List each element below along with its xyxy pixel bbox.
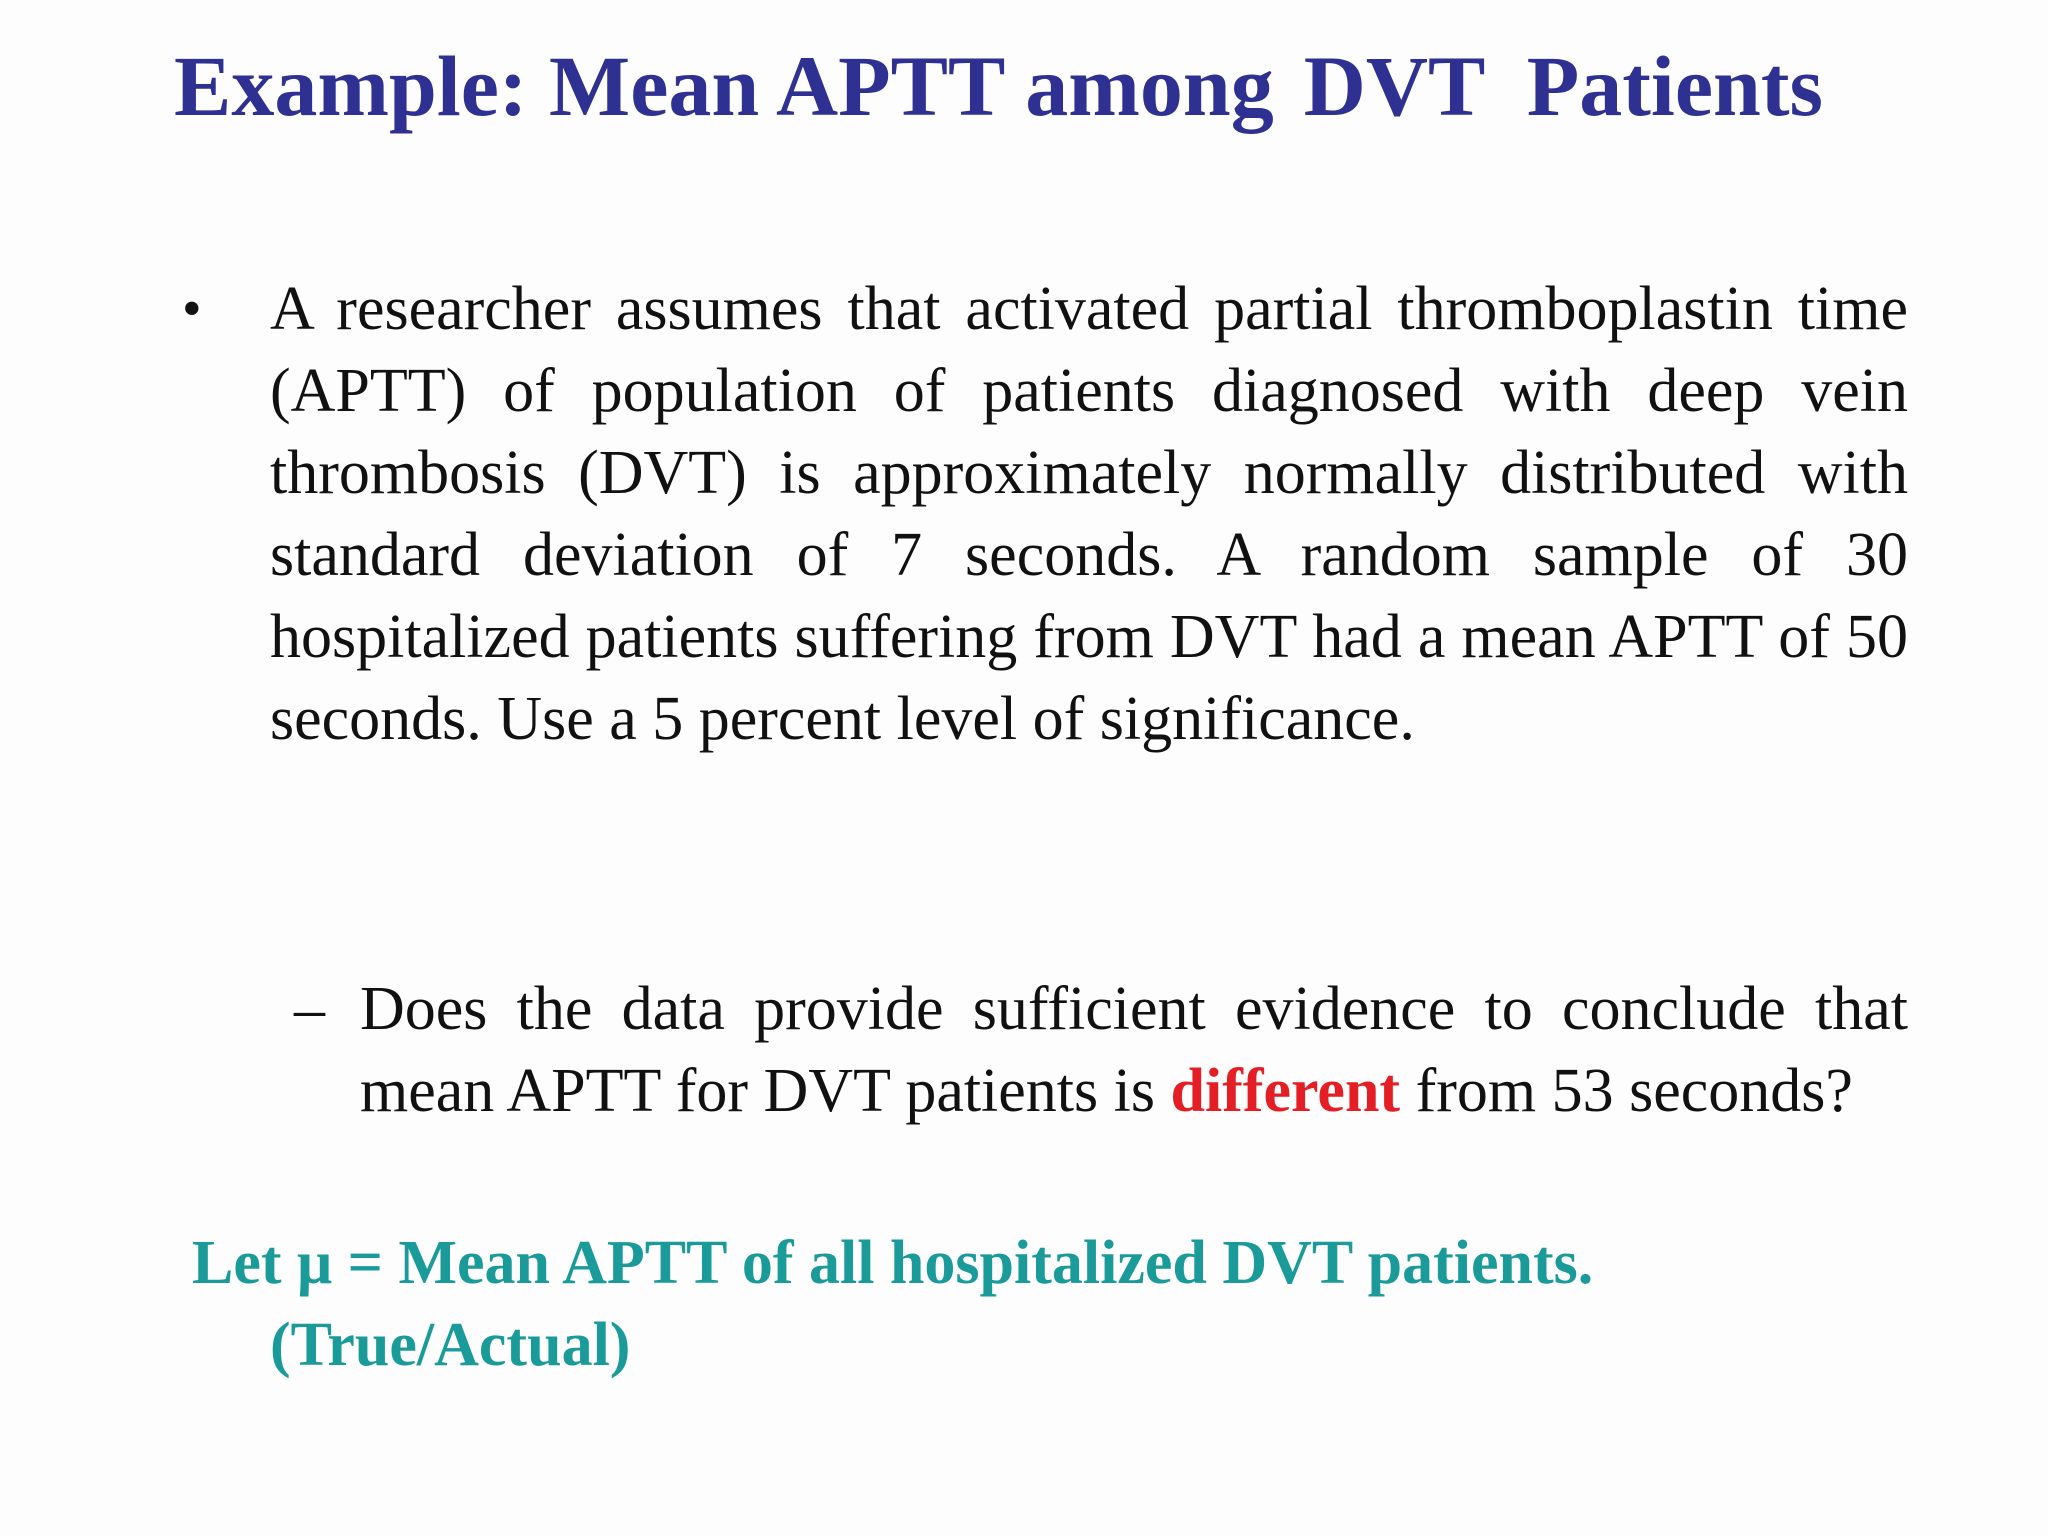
slide-title	[174, 36, 2034, 136]
definition-line1: Let μ = Mean APTT of all hospitalized DVT patients.	[192, 1229, 1594, 1297]
sub-bullet-text-after: from 53 seconds?	[1400, 1057, 1853, 1125]
sub-bullet-text	[360, 968, 1908, 1132]
bullet-dot-icon: •	[182, 278, 202, 340]
slide-title-part1: Example: Mean APTT among	[174, 38, 1274, 134]
main-bullet-text: A researcher assumes that activated partial thromboplastin time (APTT) of population of patients diagnosed with deep vein thrombosis (DVT) is approximately normally distributed with standard deviation of 7 seconds. A random sample of 30 hospitalized patients suffering from DVT had a mean APTT of 50 seconds. Use a 5 percent level of significance.	[270, 275, 1908, 753]
sub-bullet-text-before: Does the data provide sufficient evidence to conclude that mean APTT for DVT patients is	[360, 975, 1908, 1125]
dash-icon: –	[294, 975, 325, 1043]
parameter-definition	[192, 1222, 1932, 1386]
main-bullet	[182, 268, 1908, 760]
slide-title-part2: DVT Patients	[1303, 38, 1823, 134]
sub-bullet	[294, 968, 1908, 1132]
definition-line2: (True/Actual)	[270, 1311, 631, 1379]
highlight-word: different	[1170, 1057, 1401, 1125]
